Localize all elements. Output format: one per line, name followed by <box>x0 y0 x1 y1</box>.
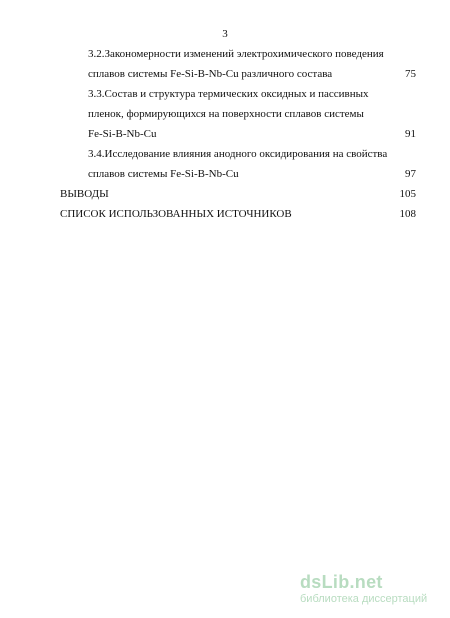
toc-line <box>60 164 416 184</box>
toc-section-text: СПИСОК ИСПОЛЬЗОВАННЫХ ИСТОЧНИКОВ <box>60 208 292 220</box>
toc-entry-text: 3.2.Закономерности изменений электрохимического поведения <box>88 48 384 60</box>
toc-line <box>60 84 416 104</box>
toc-entry-page: 108 <box>399 208 416 220</box>
toc-line <box>60 124 416 144</box>
toc-entry-text: сплавов системы Fe-Si-B-Nb-Cu различного состава <box>88 68 333 80</box>
toc-line <box>60 44 416 64</box>
toc-entry-page: 75 <box>405 68 416 80</box>
toc-section-text: ВЫВОДЫ <box>60 188 109 200</box>
toc-entry-page: 105 <box>399 188 416 200</box>
toc-entry-text: сплавов системы Fe-Si-B-Nb-Cu <box>88 168 239 180</box>
toc-line <box>60 184 416 204</box>
toc-entry-text: пленок, формирующихся на поверхности сплавов системы <box>88 108 364 120</box>
toc-line <box>60 104 416 124</box>
watermark <box>300 572 450 606</box>
toc-line <box>60 204 416 224</box>
toc-entry-text: 3.4.Исследование влияния анодного оксидирования на свойства <box>88 148 388 160</box>
watermark-logo: dsLib.net <box>300 572 383 592</box>
toc-line <box>60 64 416 84</box>
page-number: 3 <box>222 28 228 40</box>
watermark-subtitle: библиотека диссертаций <box>300 593 428 605</box>
table-of-contents <box>60 44 416 224</box>
toc-entry-page: 91 <box>405 128 416 140</box>
toc-entry-text: 3.3.Состав и структура термических оксидных и пассивных <box>88 88 369 100</box>
toc-entry-text: Fe-Si-B-Nb-Cu <box>88 128 157 140</box>
toc-line <box>60 144 416 164</box>
toc-entry-page: 97 <box>405 168 416 180</box>
